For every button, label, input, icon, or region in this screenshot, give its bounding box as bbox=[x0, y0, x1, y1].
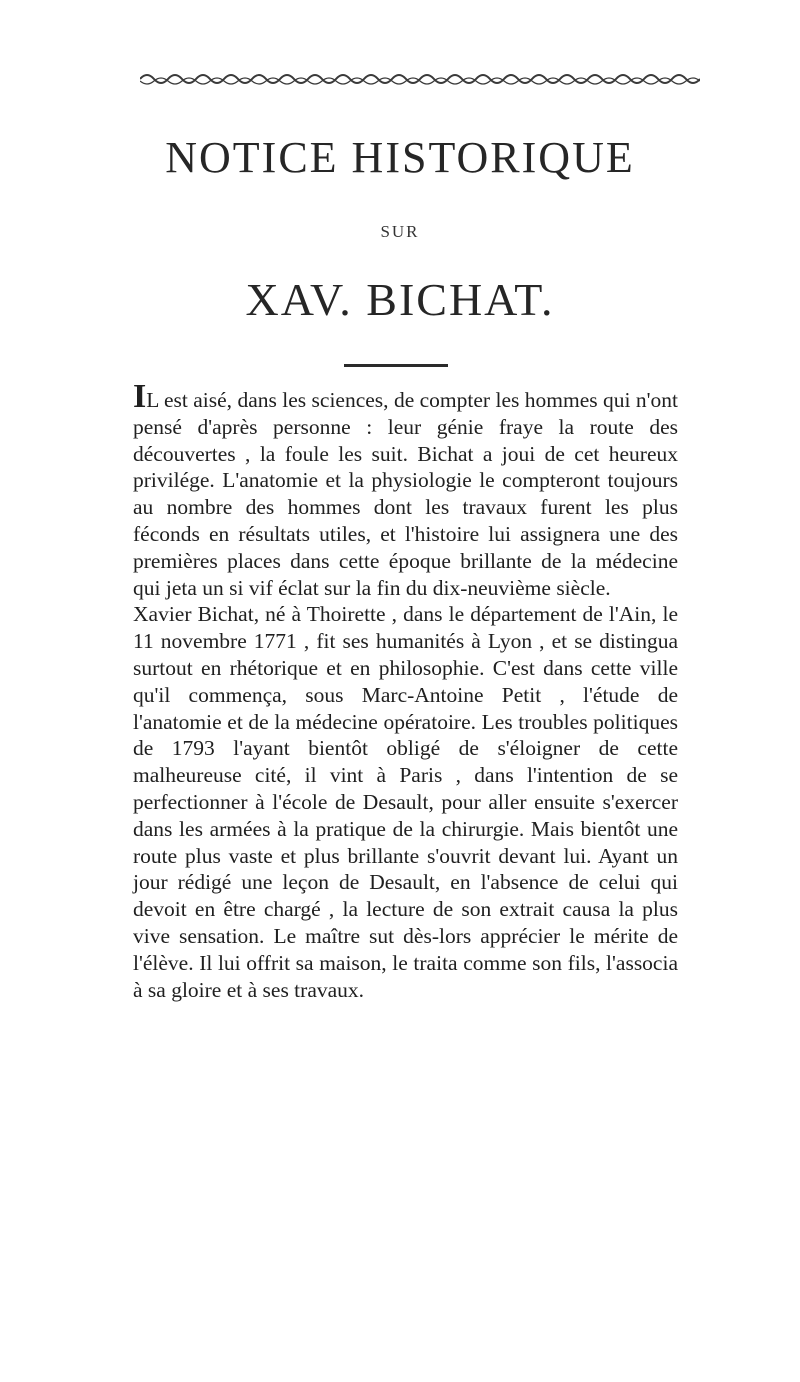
title-preposition: SUR bbox=[380, 222, 420, 241]
title-divider bbox=[344, 364, 448, 367]
paragraph-2: Xavier Bichat, né à Thoirette , dans le département de l'Ain, le 11 novembre 1771 , fit ses humanités à Lyon , et se distingua surtout en rhétorique et en philosophie. C'est dans cette ville qu'il commença, sous Marc-Antoine Petit , l'étude de l'anatomie et de la médecine opératoire. Les troubles politiques de 1793 l'ayant bientôt obligé de s'éloigner de cette malheureuse cité, il vint à Paris , dans l'intention de se perfectionner à l'école de Desault, pour aller ensuite s'exercer dans les armées à la pratique de la chirurgie. Mais bientôt une route plus vaste et plus brillante s'ouvrit devant lui. Ayant un jour rédigé une leçon de Desault, en l'absence de celui qui devoit en être chargé , la lecture de son extrait causa la plus vive sensation. Le maître sut dès-lors apprécier le mérite de l'élève. Il lui offrit sa maison, le traita comme son fils, l'associa à sa gloire et à ses travaux. bbox=[133, 602, 678, 1002]
decorative-ornament-icon bbox=[140, 70, 700, 88]
paragraph-1 bbox=[133, 378, 678, 601]
subject-name: XAV. BICHAT. bbox=[245, 274, 555, 325]
notice-body bbox=[133, 378, 678, 1003]
drop-cap: I bbox=[133, 378, 147, 415]
page-title: NOTICE HISTORIQUE bbox=[165, 133, 635, 182]
paragraph-1-text: L est aisé, dans les sciences, de compter les hommes qui n'ont pensé d'après personne : leur génie fraye la route des découvertes , la foule les suit. Bichat a joui de cet heureux privilége. L'anatomie et la physiologie le compteront toujours au nombre des hommes dont les travaux furent les plus féconds en résultats utiles, et l'histoire lui assignera une des premières places dans cette époque brillante de la médecine qui jeta un si vif éclat sur la fin du dix-neuvième siècle. bbox=[133, 388, 678, 600]
